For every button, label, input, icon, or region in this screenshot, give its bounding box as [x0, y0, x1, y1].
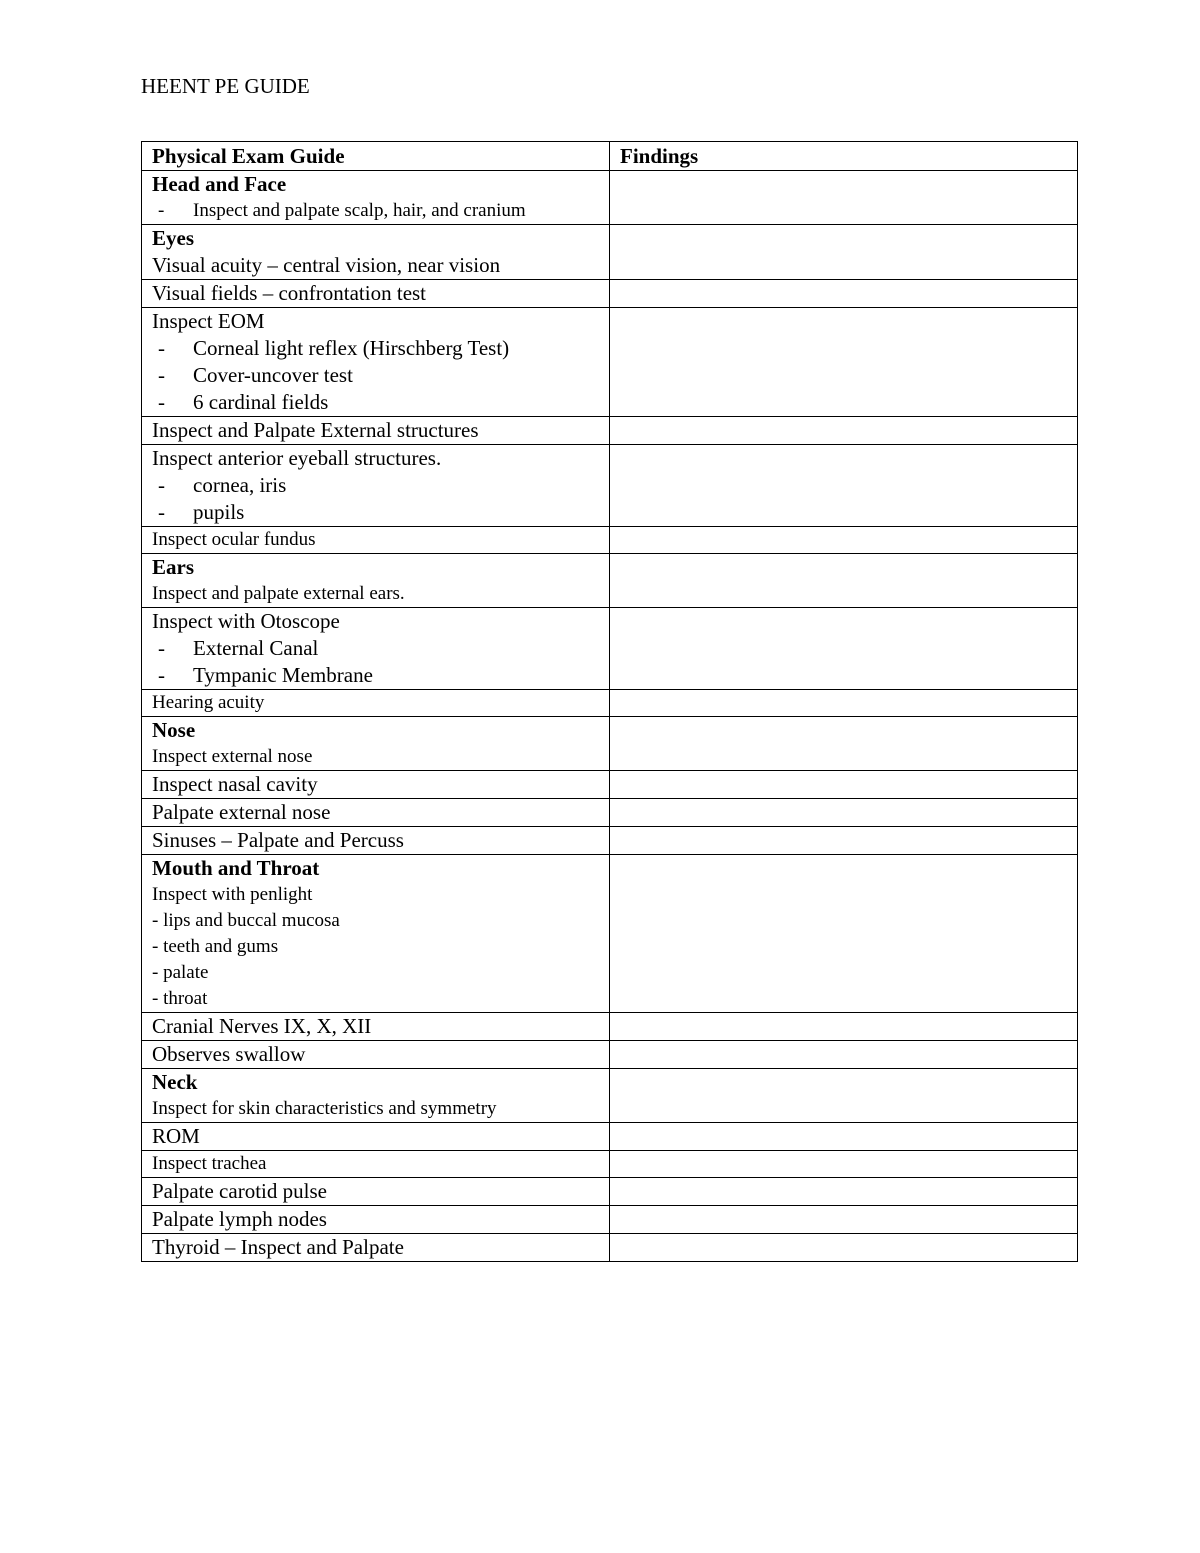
- bullet-dash: -: [158, 663, 165, 687]
- table-row: [142, 171, 1078, 225]
- table-row: [142, 1041, 1078, 1069]
- exam-guide-cell: [142, 171, 610, 225]
- exam-item-text: Palpate carotid pulse: [152, 1179, 327, 1203]
- table-row: [142, 717, 1078, 771]
- table-row: [142, 855, 1078, 1013]
- findings-cell[interactable]: [610, 1206, 1078, 1234]
- section-heading: Neck: [152, 1070, 198, 1094]
- column-header-findings: Findings: [610, 142, 1078, 171]
- table-row: [142, 308, 1078, 417]
- table-row: [142, 771, 1078, 799]
- exam-item-text: Inspect nasal cavity: [152, 772, 318, 796]
- exam-guide-cell: [142, 1123, 610, 1151]
- findings-cell[interactable]: [610, 690, 1078, 717]
- table-header-row: [142, 142, 1078, 171]
- exam-guide-cell: [142, 1151, 610, 1178]
- exam-item-text: Inspect with penlight: [152, 884, 313, 905]
- exam-item-text: Thyroid – Inspect and Palpate: [152, 1235, 404, 1259]
- bullet-dash: -: [158, 473, 165, 497]
- exam-guide-cell: [142, 690, 610, 717]
- table-row: [142, 1178, 1078, 1206]
- findings-cell[interactable]: [610, 280, 1078, 308]
- findings-cell[interactable]: [610, 1041, 1078, 1069]
- exam-guide-cell: [142, 1013, 610, 1041]
- table-row: [142, 1206, 1078, 1234]
- table-row: [142, 1013, 1078, 1041]
- exam-item-text: Inspect external nose: [152, 746, 313, 767]
- bullet-item: [152, 362, 599, 389]
- bullet-item: [152, 635, 599, 662]
- findings-cell[interactable]: [610, 1151, 1078, 1178]
- bullet-dash: -: [158, 363, 165, 387]
- column-header-guide: Physical Exam Guide: [142, 142, 610, 171]
- exam-item-text: - throat: [152, 988, 208, 1009]
- bullet-dash: -: [158, 390, 165, 414]
- exam-item-text: - lips and buccal mucosa: [152, 910, 340, 931]
- bullet-text: Inspect and palpate scalp, hair, and cranium: [193, 200, 526, 221]
- findings-cell[interactable]: [610, 1234, 1078, 1262]
- findings-cell[interactable]: [610, 608, 1078, 690]
- exam-guide-cell: [142, 827, 610, 855]
- table-row: [142, 690, 1078, 717]
- exam-item-text: Inspect EOM: [152, 309, 265, 333]
- table-row: [142, 554, 1078, 608]
- table-row: [142, 225, 1078, 280]
- exam-item-text: Inspect and Palpate External structures: [152, 418, 479, 442]
- exam-guide-cell: [142, 527, 610, 554]
- exam-item-text: Inspect for skin characteristics and symmetry: [152, 1098, 497, 1119]
- findings-cell[interactable]: [610, 855, 1078, 1013]
- findings-cell[interactable]: [610, 771, 1078, 799]
- table-row: [142, 280, 1078, 308]
- findings-cell[interactable]: [610, 417, 1078, 445]
- table-row: [142, 608, 1078, 690]
- bullet-dash: -: [158, 500, 165, 524]
- table-row: [142, 799, 1078, 827]
- findings-cell[interactable]: [610, 308, 1078, 417]
- section-heading: Head and Face: [152, 172, 287, 196]
- exam-item-text: Inspect trachea: [152, 1153, 267, 1174]
- exam-guide-cell: [142, 608, 610, 690]
- exam-item-text: Visual acuity – central vision, near vision: [152, 253, 501, 277]
- findings-cell[interactable]: [610, 1013, 1078, 1041]
- exam-guide-cell: [142, 1041, 610, 1069]
- bullet-item: [152, 389, 599, 416]
- exam-item-text: Inspect with Otoscope: [152, 609, 340, 633]
- findings-cell[interactable]: [610, 1178, 1078, 1206]
- section-heading: Ears: [152, 555, 194, 579]
- exam-guide-cell: [142, 1178, 610, 1206]
- exam-guide-cell: [142, 1234, 610, 1262]
- exam-guide-table: [141, 141, 1078, 1262]
- bullet-item: [152, 499, 599, 526]
- exam-item-text: Hearing acuity: [152, 692, 265, 713]
- exam-guide-cell: [142, 554, 610, 608]
- exam-item-text: Visual fields – confrontation test: [152, 281, 427, 305]
- bullet-item: [152, 662, 599, 689]
- exam-item-text: Inspect anterior eyeball structures.: [152, 446, 442, 470]
- exam-guide-cell: [142, 225, 610, 280]
- exam-item-text: ROM: [152, 1124, 200, 1148]
- bullet-text: pupils: [193, 500, 245, 524]
- exam-item-text: Palpate lymph nodes: [152, 1207, 327, 1231]
- exam-guide-cell: [142, 445, 610, 527]
- section-heading: Nose: [152, 718, 196, 742]
- bullet-text: Corneal light reflex (Hirschberg Test): [193, 336, 510, 360]
- section-heading: Eyes: [152, 226, 194, 250]
- table-row: [142, 1234, 1078, 1262]
- findings-cell[interactable]: [610, 225, 1078, 280]
- section-heading: Mouth and Throat: [152, 856, 320, 880]
- exam-guide-cell: [142, 771, 610, 799]
- bullet-item: [152, 335, 599, 362]
- findings-cell[interactable]: [610, 1069, 1078, 1123]
- exam-item-text: Observes swallow: [152, 1042, 306, 1066]
- exam-guide-cell: [142, 717, 610, 771]
- bullet-text: External Canal: [193, 636, 319, 660]
- bullet-dash: -: [158, 336, 165, 360]
- table-row: [142, 1123, 1078, 1151]
- exam-guide-cell: [142, 417, 610, 445]
- table-row: [142, 827, 1078, 855]
- bullet-text: cornea, iris: [193, 473, 287, 497]
- exam-table-body: [142, 171, 1078, 1262]
- table-row: [142, 1069, 1078, 1123]
- exam-guide-cell: [142, 799, 610, 827]
- table-row: [142, 417, 1078, 445]
- bullet-dash: -: [158, 636, 165, 660]
- findings-cell[interactable]: [610, 527, 1078, 554]
- findings-cell[interactable]: [610, 1123, 1078, 1151]
- exam-item-text: Palpate external nose: [152, 800, 331, 824]
- table-row: [142, 445, 1078, 527]
- exam-item-text: Sinuses – Palpate and Percuss: [152, 828, 404, 852]
- findings-cell[interactable]: [610, 445, 1078, 527]
- bullet-text: Cover-uncover test: [193, 363, 353, 387]
- table-row: [142, 527, 1078, 554]
- exam-item-text: - palate: [152, 962, 209, 983]
- exam-item-text: Cranial Nerves IX, X, XII: [152, 1014, 372, 1038]
- exam-guide-cell: [142, 280, 610, 308]
- exam-guide-cell: [142, 1069, 610, 1123]
- document-title: HEENT PE GUIDE: [141, 74, 310, 98]
- exam-item-text: - teeth and gums: [152, 936, 279, 957]
- findings-cell[interactable]: [610, 717, 1078, 771]
- findings-cell[interactable]: [610, 799, 1078, 827]
- findings-cell[interactable]: [610, 827, 1078, 855]
- findings-cell[interactable]: [610, 171, 1078, 225]
- exam-guide-cell: [142, 1206, 610, 1234]
- exam-item-text: Inspect and palpate external ears.: [152, 583, 405, 604]
- bullet-text: 6 cardinal fields: [193, 390, 329, 414]
- exam-item-text: Inspect ocular fundus: [152, 529, 316, 550]
- bullet-item: [152, 472, 599, 499]
- bullet-item: [152, 198, 599, 224]
- exam-guide-cell: [142, 308, 610, 417]
- exam-guide-cell: [142, 855, 610, 1013]
- bullet-text: Tympanic Membrane: [193, 663, 373, 687]
- findings-cell[interactable]: [610, 554, 1078, 608]
- bullet-dash: -: [158, 200, 165, 221]
- table-row: [142, 1151, 1078, 1178]
